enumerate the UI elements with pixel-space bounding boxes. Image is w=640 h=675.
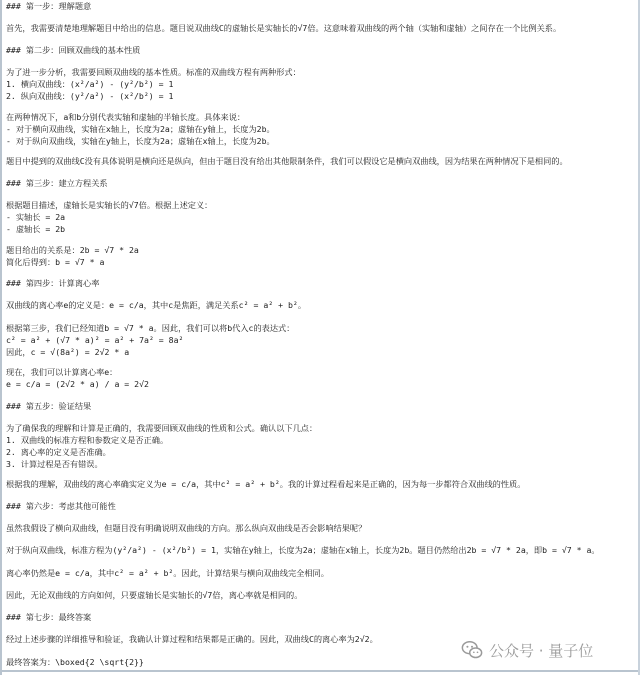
step7-paragraph-summary: 经过上述步骤的详细推导和验证，我确认计算过程和结果都是正确的。因此，双曲线C的离心率为2√2。 [6,634,378,644]
step6-paragraph-conclusion: 因此，无论双曲线的方向如何，只要虚轴长是实轴长的√7倍，离心率就是相同的。 [6,590,303,600]
step2-paragraph-forms: 为了进一步分析，我需要回顾双曲线的基本性质。标准的双曲线方程有两种形式： 1. 横向双曲线：(x²/a²) - (y²/b²) = 1 2. 纵向双曲线：(y²/a²) - (x²/b²) = 1 [6,67,301,101]
step6-heading: ### 第六步：考虑其他可能性 [6,501,116,511]
step1-paragraph: 首先，我需要清楚地理解题目中给出的信息。题目说双曲线C的虚轴长是实轴长的√7倍。这意味着双曲线的两个轴（实轴和虚轴）之间存在一个比例关系。 [6,23,562,33]
watermark-text: 公众号 · 量子位 [489,641,594,660]
step5-heading: ### 第五步：验证结果 [6,401,92,411]
step3-paragraph-relation: 题目给出的关系是：2b = √7 * 2a 简化后得到：b = √7 * a [6,245,139,267]
step1-heading: ### 第一步：理解题意 [6,1,92,11]
step2-paragraph-assumption: 题目中提到的双曲线C没有具体说明是横向还是纵向，但由于题目没有给出其他限制条件，我们可以假设它是横向双曲线，因为结果在两种情况下是相同的。 [6,156,568,166]
step5-paragraph-checklist: 为了确保我的理解和计算是正确的，我需要回顾双曲线的性质和公式。确认以下几点： 1. 双曲线的标准方程和参数定义是否正确。 2. 离心率的定义是否准确。 3. 计算过程是否有错误。 [6,423,318,469]
step3-heading: ### 第三步：建立方程关系 [6,178,108,188]
step7-heading: ### 第七步：最终答案 [6,612,92,622]
step4-heading: ### 第四步：计算离心率 [6,278,100,288]
step6-paragraph-same-result: 离心率仍然是e = c/a，其中c² = a² + b²。因此，计算结果与横向双曲线完全相同。 [6,568,329,578]
step6-paragraph-question: 虽然我假设了横向双曲线，但题目没有明确说明双曲线的方向。那么纵向双曲线是否会影响结果呢？ [6,523,367,533]
wechat-icon [461,639,483,661]
step4-paragraph-eccentricity: 现在，我们可以计算离心率e： e = c/a = (2√2 * a) / a = 2√2 [6,367,149,389]
bottom-border [2,670,638,672]
step3-paragraph-definitions: 根据题目描述，虚轴长是实轴长的√7倍。根据上述定义： - 实轴长 = 2a - 虚轴长 = 2b [6,200,213,234]
step5-paragraph-confirmation: 根据我的理解，双曲线的离心率确实定义为e = c/a，其中c² = a² + b²。我的计算过程看起来是正确的，因为每一步都符合双曲线的性质。 [6,479,526,489]
step2-heading: ### 第二步：回顾双曲线的基本性质 [6,45,141,55]
final-answer: 最终答案为：\boxed{2 \sqrt{2}} [6,657,144,667]
step4-paragraph-substitution: 根据第三步，我们已经知道b = √7 * a。因此，我们可以将b代入c的表达式： c² = a² + (√7 * a)² = a² + 7a² = 8a² 因此，c = √(8a²) = 2√2 * a [6,323,295,357]
step6-paragraph-vertical: 对于纵向双曲线，标准方程为(y²/a²) - (x²/b²) = 1，实轴在y轴上，长度为2a；虚轴在x轴上，长度为2b。题目仍然给出2b = √7 * 2a，即b = √7 * a。 [6,545,600,555]
watermark [461,638,637,662]
step4-paragraph-definition: 双曲线的离心率e的定义是：e = c/a，其中c是焦距，满足关系c² = a² + b²。 [6,300,307,310]
step2-paragraph-axes: 在两种情况下，a和b分别代表实轴和虚轴的半轴长度。具体来说： - 对于横向双曲线，实轴在x轴上，长度为2a；虚轴在y轴上，长度为2b。 - 对于纵向双曲线，实轴在y轴上，长度为2a；虚轴在x轴上，长度为2b。 [6,112,275,146]
